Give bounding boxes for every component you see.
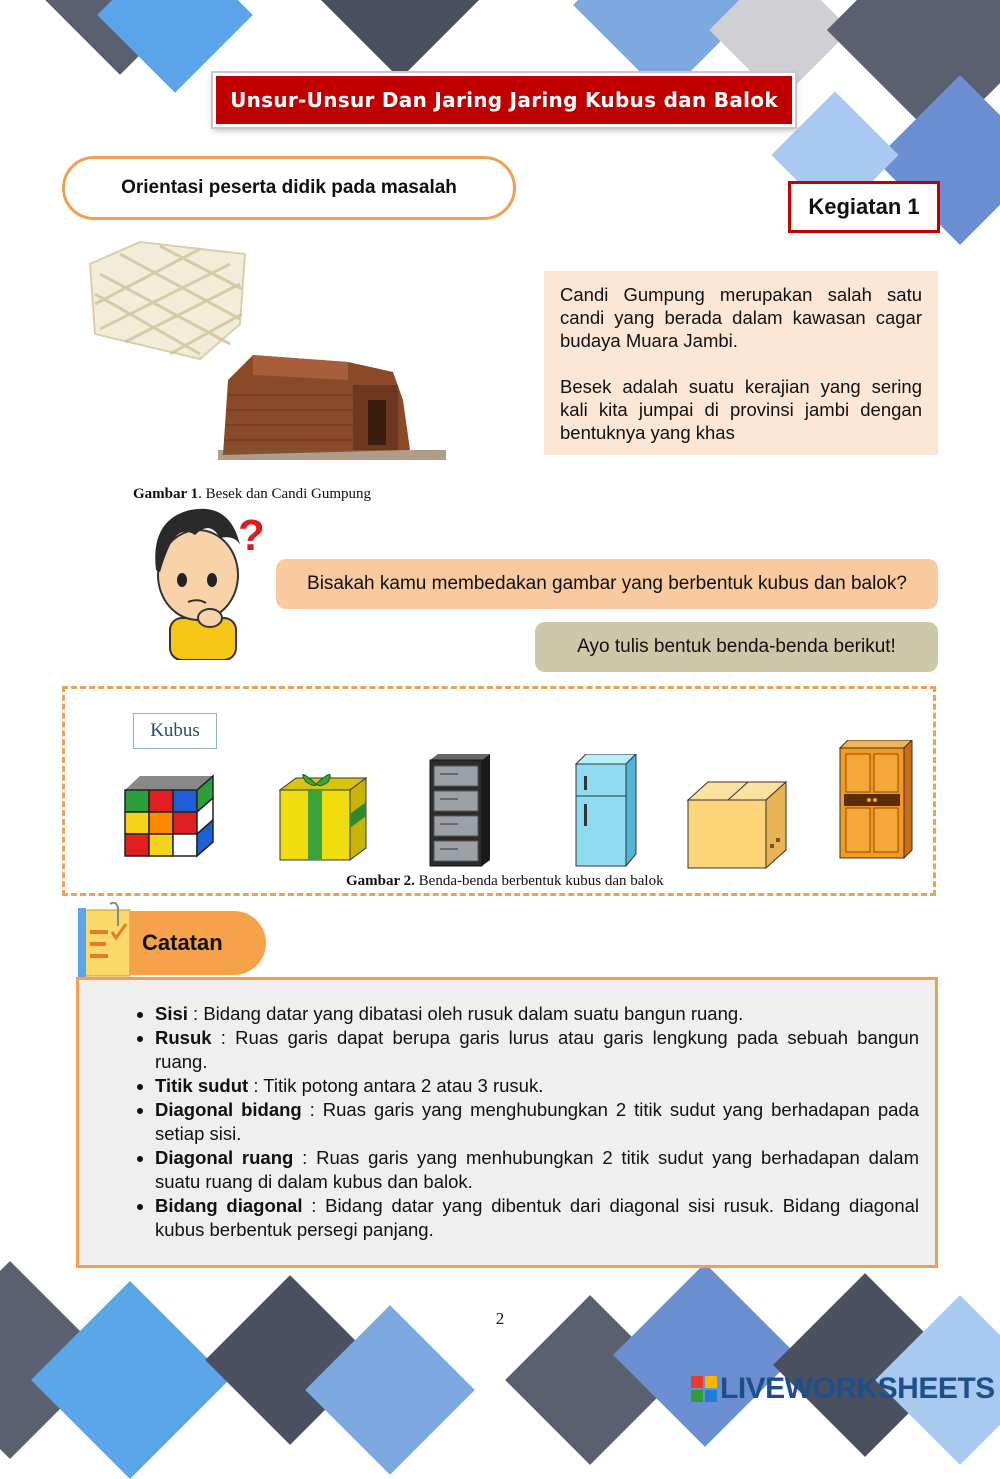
orientation-heading: [62, 156, 516, 220]
question-bubble-1: [276, 559, 938, 609]
svg-text:?: ?: [238, 511, 265, 560]
context-info-box: [544, 271, 938, 455]
figure-2-label: Gambar 2.: [346, 873, 415, 889]
answer-field-value: Kubus: [150, 720, 200, 741]
note-definition: : Ruas garis yang menghubungkan 2 titik sudut yang berhadapan pada setiap sisi.: [155, 1099, 920, 1144]
refrigerator-image[interactable]: [574, 754, 638, 868]
candi-gumpung-image: [218, 350, 446, 462]
thinking-boy-icon: [140, 500, 272, 660]
list-item: [155, 1002, 919, 1026]
locker-cabinet-image[interactable]: [428, 754, 492, 868]
list-item: [155, 1074, 919, 1098]
gift-box-image[interactable]: [276, 770, 368, 862]
note-definition: : Ruas garis dapat berupa garis lurus atau garis lengkung pada sebuah bangun ruang.: [155, 1027, 919, 1072]
note-term: Diagonal bidang: [155, 1099, 302, 1120]
list-item: [155, 1026, 919, 1074]
rubik-cube-image[interactable]: [122, 774, 216, 858]
notes-title: Catatan: [142, 930, 223, 955]
info-paragraph-besek: Besek adalah suatu kerajian yang sering kali kita jumpai di provinsi jambi dengan bentuknya yang khas: [560, 376, 922, 443]
note-definition: : Bidang datar yang dibentuk dari diagonal sisi rusuk. Bidang diagonal kubus berbentuk persegi panjang.: [155, 1195, 920, 1240]
list-item: [155, 1146, 919, 1194]
figure-1-text: . Besek dan Candi Gumpung: [198, 486, 372, 502]
cardboard-box-image[interactable]: [686, 780, 790, 870]
liveworksheets-brand: LIVEWORKSHEETS: [720, 1372, 995, 1405]
note-term: Titik sudut: [155, 1075, 249, 1096]
list-item: [155, 1194, 919, 1242]
notes-header-tab: [130, 911, 266, 975]
liveworksheets-logo[interactable]: [690, 1372, 995, 1406]
list-item: [155, 1098, 919, 1146]
wardrobe-image[interactable]: [838, 740, 914, 860]
notes-list: [119, 1002, 919, 1242]
figure-2-caption: [346, 873, 664, 890]
note-definition: : Ruas garis yang menhubungkan 2 titik sudut yang berhadapan dalam suatu ruang di dalam kubus dan balok.: [155, 1147, 919, 1192]
note-definition: : Titik potong antara 2 atau 3 rusuk.: [248, 1075, 544, 1096]
figure-2-text: Benda-benda berbentuk kubus dan balok: [414, 873, 664, 889]
page-title-banner: [213, 73, 795, 127]
note-term: Sisi: [155, 1003, 188, 1024]
notepad-icon: [76, 902, 136, 978]
orientation-label: Orientasi peserta didik pada masalah: [121, 177, 457, 198]
info-paragraph-candi: Candi Gumpung merupakan salah satu candi yang berada dalam kawasan cagar budaya Muara Jambi.: [560, 284, 922, 351]
note-term: Diagonal ruang: [155, 1147, 294, 1168]
note-term: Bidang diagonal: [155, 1195, 303, 1216]
activity-label: Kegiatan 1: [808, 194, 920, 219]
notes-box: [76, 977, 938, 1268]
page-title: Unsur-Unsur Dan Jaring Jaring Kubus dan Balok: [230, 88, 778, 112]
besek-basket-image: [80, 234, 250, 364]
question-bubble-2: [535, 622, 938, 672]
activity-badge: [788, 181, 940, 233]
figure-1-label: Gambar 1: [133, 486, 199, 502]
answer-field-rubik[interactable]: [133, 713, 217, 749]
liveworksheets-logo-icon: [690, 1375, 718, 1403]
question-1-text: Bisakah kamu membedakan gambar yang berbentuk kubus dan balok?: [307, 573, 907, 594]
note-term: Rusuk: [155, 1027, 212, 1048]
page-number: 2: [495, 1309, 505, 1328]
question-2-text: Ayo tulis bentuk benda-benda berikut!: [577, 636, 896, 657]
note-definition: : Bidang datar yang dibatasi oleh rusuk dalam suatu bangun ruang.: [187, 1003, 744, 1024]
